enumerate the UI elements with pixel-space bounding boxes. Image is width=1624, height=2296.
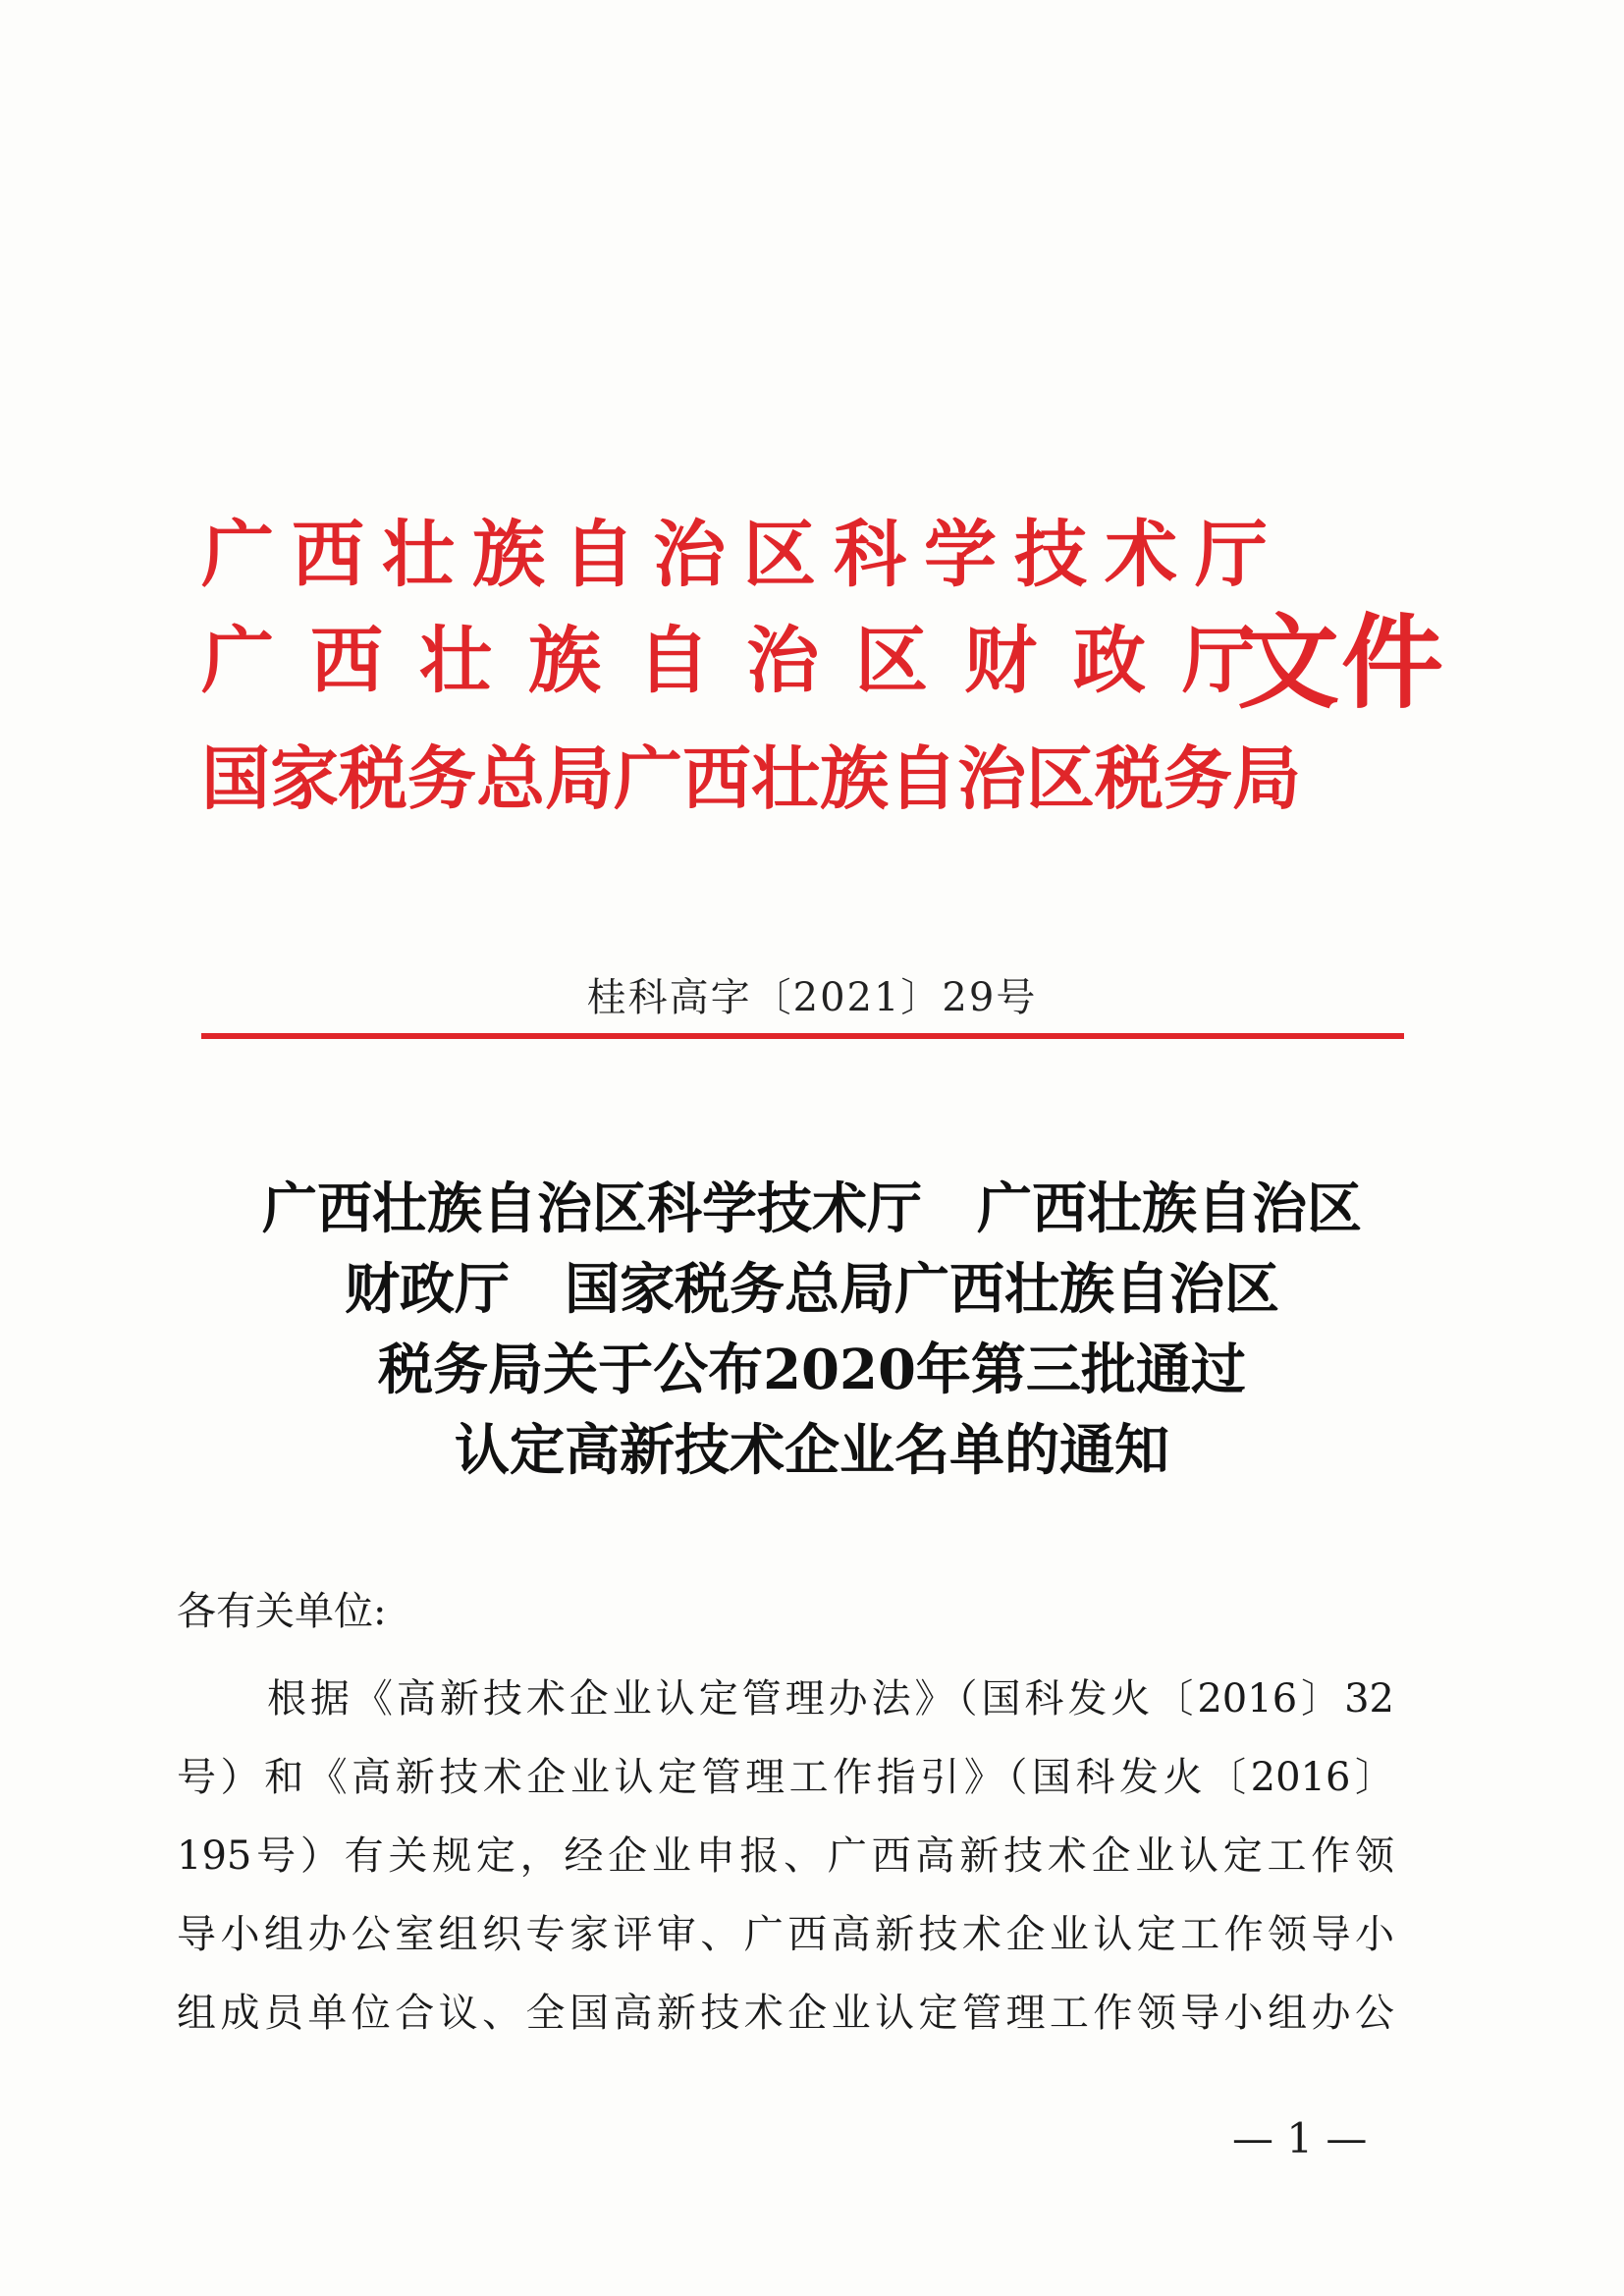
- document-title: [0, 1169, 1624, 1491]
- issuer-finance-department: 广西壮族自治区财政厅: [201, 619, 1291, 703]
- red-separator-line: [201, 1033, 1404, 1039]
- issuer-tax-bureau: 国家税务总局广西壮族自治区税务局: [201, 738, 1301, 819]
- salutation: 各有关单位:: [177, 1589, 387, 1634]
- body-line: 号）和《高新技术企业认定管理工作指引》（国科发火〔2016〕: [177, 1755, 1394, 1800]
- title-line: 税务局关于公布2020年第三批通过: [378, 1338, 1246, 1402]
- document-mark: 文件: [1237, 602, 1446, 723]
- title-line: 财政厅 国家税务总局广西壮族自治区: [345, 1257, 1279, 1322]
- body-line: 导小组办公室组织专家评审、广西高新技术企业认定工作领导小: [177, 1912, 1394, 1957]
- page-number: — 1 —: [1232, 2114, 1368, 2162]
- body-line: 195号）有关规定，经企业申报、广西高新技术企业认定工作领: [177, 1833, 1394, 1879]
- body-text: [177, 1660, 1394, 2052]
- body-line: 组成员单位合议、全国高新技术企业认定管理工作领导小组办公: [177, 1991, 1394, 2036]
- title-line: 认定高新技术企业名单的通知: [455, 1418, 1169, 1483]
- issuing-authorities-header: [201, 511, 1446, 835]
- document-number: 桂科高字〔2021〕29号: [586, 975, 1038, 1020]
- body-line: 根据《高新技术企业认定管理办法》（国科发火〔2016〕32: [267, 1676, 1394, 1722]
- title-line: 广西壮族自治区科学技术厅 广西壮族自治区: [262, 1176, 1362, 1241]
- issuer-science-technology-department: 广西壮族自治区科学技术厅: [201, 513, 1285, 597]
